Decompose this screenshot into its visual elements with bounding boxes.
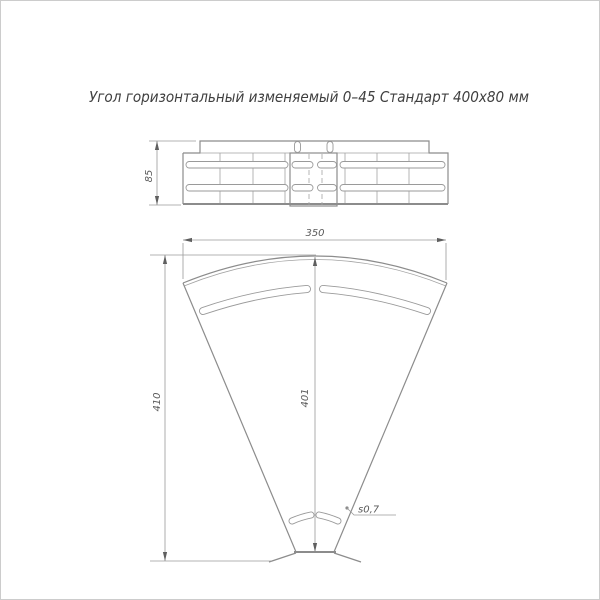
side-view-height-dimension	[144, 141, 196, 205]
sector-overall-height-label: 410	[152, 392, 163, 412]
sector-bottom-flanges	[269, 553, 361, 562]
sector-center-height-label: 401	[300, 388, 311, 408]
side-view-height-label: 85	[144, 169, 155, 183]
drawing-title: Угол горизонтальный изменяемый 0–45 Стандарт 400x80 мм	[89, 88, 529, 106]
sector-view	[150, 228, 447, 562]
side-view-top-slots	[295, 142, 334, 153]
sector-thickness-label: s0,7	[358, 504, 380, 516]
side-view	[144, 141, 448, 206]
side-view-slots-lower	[186, 185, 445, 192]
side-view-outline	[183, 141, 448, 204]
side-view-slots-upper	[186, 162, 445, 169]
sector-width-label: 350	[305, 228, 325, 239]
side-view-rib-lines	[220, 153, 409, 204]
sector-center-height-dimension	[300, 257, 317, 552]
side-view-connector-plate	[290, 153, 337, 206]
sector-left-edge	[183, 283, 296, 552]
